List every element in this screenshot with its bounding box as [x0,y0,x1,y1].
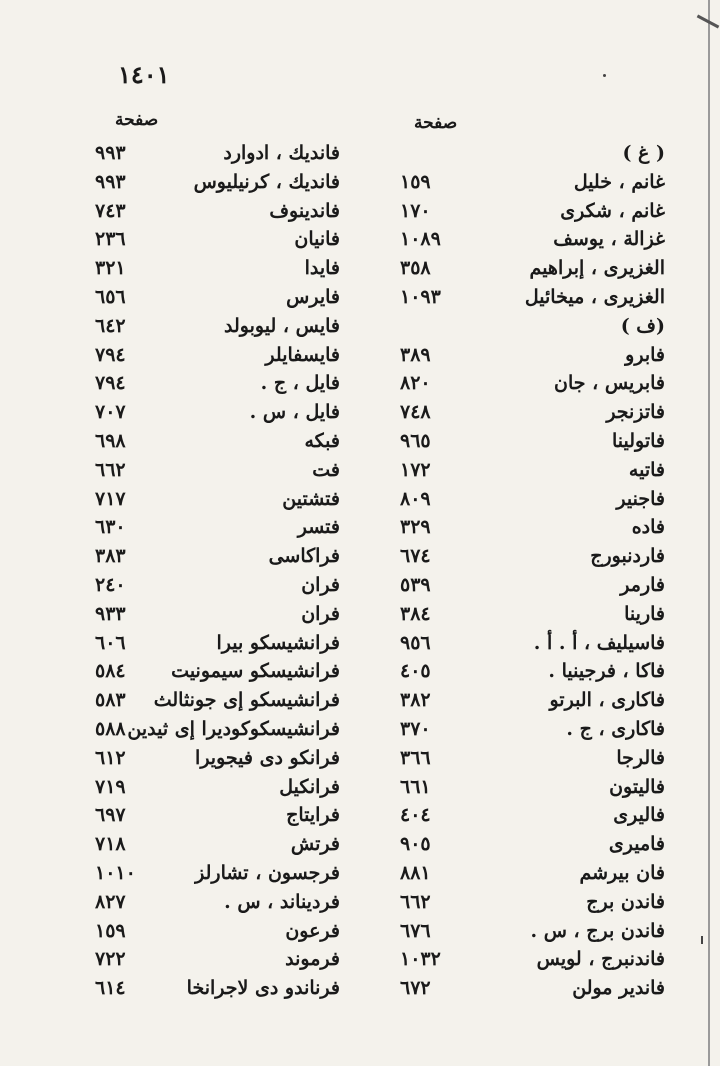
entry-page-number: ٥٨٣ [95,689,126,712]
entry-name: فرانكو دى فيجويرا [195,746,340,769]
entry-page-number: ٨٢٠ [400,372,431,395]
entry-page-number: ٧٩٤ [95,372,126,395]
index-entry [380,858,665,887]
entry-name: فاكا ، فرجينيا . [548,660,665,683]
index-entry [70,397,370,426]
entry-page-number: ١٥٩ [400,170,431,193]
index-entry [70,167,370,196]
entry-name: فايل ، س . [249,401,340,424]
index-entry [380,973,665,1002]
index-entry [70,772,370,801]
index-entry [380,743,665,772]
index-entry [70,138,370,167]
entry-page-number: ٦٧٤ [400,545,431,568]
index-entry [380,340,665,369]
entry-page-number: ٧٢٢ [95,948,126,971]
entry-name: فتسر [297,516,340,539]
index-entry [380,167,665,196]
index-entry [70,282,370,311]
entry-name: فارينا [624,602,665,625]
entry-page-number: ١٧٠ [400,199,431,222]
entry-name: فاندينوف [269,199,340,222]
entry-page-number: ٨٨١ [400,861,431,884]
entry-page-number: ٦٦١ [400,775,431,798]
entry-name: فاكارى ، ج . [566,717,665,740]
entry-page-number: ٦٠٦ [95,631,126,654]
section-letter: (ف ) [620,314,665,337]
entry-name: فانديك ، ادوارد [223,142,340,164]
entry-page-number: ٧٤٣ [95,199,126,222]
entry-name: فرانشيسكوكوديرا إى ثيدين [127,717,340,740]
index-entry [380,944,665,973]
entry-name: فايسفايلر [265,343,340,366]
entry-name: فرجسون ، تشارلز [195,861,340,884]
entry-page-number: ٧٤٨ [400,401,431,424]
ink-dot [603,74,606,77]
entry-name: فبكه [304,429,340,452]
index-entry [70,800,370,829]
index-entry [380,541,665,570]
entry-name: فاكارى ، البرتو [549,689,665,712]
entry-page-number: ٦٦٢ [400,890,431,913]
entry-name: فالرجا [616,746,665,769]
left-column-header: صفحة [115,110,159,130]
index-entry [380,368,665,397]
section-letter: ( غ ) [622,142,665,164]
index-entry [380,772,665,801]
entry-name: فاتيه [628,458,665,481]
entry-name: فران [301,602,340,625]
index-entry [380,800,665,829]
entry-name: فتشتين [282,487,340,510]
index-entry [70,512,370,541]
entry-page-number: ٣٨٩ [400,343,431,366]
entry-name: فاتزنجر [606,401,665,424]
index-entry [70,628,370,657]
index-entry [380,282,665,311]
entry-name: فاردنبورج [590,545,665,568]
entry-name: فرانكيل [279,775,340,798]
index-entry [380,829,665,858]
index-entry [380,512,665,541]
entry-page-number: ٨٠٩ [400,487,431,510]
entry-page-number: ١٠١٠ [95,861,136,884]
entry-name: فاجنير [616,487,665,510]
entry-name: فاميرى [608,833,665,856]
index-entry [70,858,370,887]
entry-name: فرانشيسكو بيرا [216,631,340,654]
entry-name: غزالة ، يوسف [553,228,665,251]
entry-page-number: ٣٨٤ [400,602,431,625]
entry-name: فاندنبرج ، لويس [536,948,665,971]
entry-page-number: ٧١٨ [95,833,126,856]
index-entry [70,656,370,685]
index-entry [70,599,370,628]
entry-page-number: ٣٥٨ [400,257,431,280]
index-entry [70,253,370,282]
entry-page-number: ٣٢٩ [400,516,431,539]
entry-page-number: ٥٣٩ [400,573,431,596]
index-entry [70,340,370,369]
index-entry [70,973,370,1002]
index-entry [380,484,665,513]
index-entry [380,714,665,743]
entry-page-number: ٦٤٢ [95,314,126,337]
entry-name: فردیناند ، س . [224,890,340,913]
entry-page-number: ٧٩٤ [95,343,126,366]
index-entry [70,368,370,397]
index-entry [380,397,665,426]
entry-page-number: ٤٠٤ [400,804,431,827]
entry-page-number: ٢٣٦ [95,228,126,251]
entry-name: فرانشيسكو سيمونيت [171,660,340,683]
entry-page-number: ٥٨٨ [95,717,126,740]
left-index-column [70,138,370,1002]
index-entry [70,743,370,772]
index-entry [70,887,370,916]
entry-page-number: ٢٤٠ [95,573,126,596]
entry-page-number: ٦٧٦ [400,919,431,942]
index-entry [380,224,665,253]
entry-name: فايدا [304,257,340,280]
entry-page-number: ٩٩٣ [95,142,126,164]
entry-page-number: ٧١٧ [95,487,126,510]
entry-name: فايرس [286,285,340,308]
index-entry [380,887,665,916]
index-entry [70,196,370,225]
entry-page-number: ٧٠٧ [95,401,126,424]
index-entry [380,455,665,484]
entry-name: فايس ، ليوبولد [224,314,340,337]
index-entry [380,570,665,599]
entry-page-number: ٦٣٠ [95,516,126,539]
index-entry [70,224,370,253]
entry-name: فانيان [294,228,340,251]
entry-name: الغزيرى ، إبراهيم [529,257,665,280]
entry-page-number: ٣٧٠ [400,717,431,740]
index-entry [380,196,665,225]
index-entry [380,656,665,685]
index-entry [70,570,370,599]
page-edge-line [708,0,710,1066]
index-entry [70,484,370,513]
right-index-column [380,138,665,1002]
index-entry [380,426,665,455]
entry-name: فرناندو دى لاجرانخا [186,977,340,1000]
index-entry [380,916,665,945]
entry-page-number: ٨٢٧ [95,890,126,913]
entry-page-number: ١٠٣٢ [400,948,441,971]
right-column-header: صفحة [414,113,458,133]
page-number: ١٤٠١ [118,60,170,89]
entry-page-number: ٩٣٣ [95,602,126,625]
entry-name: فانديك ، كرنيليوس [193,170,340,193]
entry-name: فابرو [625,343,665,366]
entry-page-number: ٦٩٨ [95,429,126,452]
section-heading [380,311,665,340]
index-entry [70,541,370,570]
entry-name: فاده [631,516,665,539]
entry-page-number: ٩٥٦ [400,631,431,654]
entry-name: فاندير مولن [572,977,665,1000]
index-entry [70,944,370,973]
entry-name: فارمر [620,573,665,596]
entry-page-number: ٩٠٥ [400,833,431,856]
entry-name: الغزيرى ، ميخائيل [524,285,665,308]
entry-name: فرموند [285,948,340,971]
index-entry [70,455,370,484]
entry-name: فاندن برج [586,890,665,913]
entry-page-number: ٩٩٣ [95,170,126,193]
entry-name: فابريس ، جان [553,372,665,395]
index-entry [380,253,665,282]
entry-page-number: ١٠٨٩ [400,228,441,251]
index-entry [70,426,370,455]
entry-name: فت [312,458,340,481]
index-entry [70,311,370,340]
entry-name: فراكاسى [268,545,340,568]
margin-tick [701,936,703,944]
entry-page-number: ٦٩٧ [95,804,126,827]
index-entry [70,916,370,945]
entry-name: فاليرى [613,804,665,827]
entry-page-number: ٥٨٤ [95,660,126,683]
entry-page-number: ٣٢١ [95,257,126,280]
entry-name: فان بيرشم [579,861,665,884]
index-entry [70,685,370,714]
entry-page-number: ٤٠٥ [400,660,431,683]
entry-name: فايل ، ج . [260,372,340,395]
entry-name: غانم ، شكرى [560,199,665,222]
entry-page-number: ١٥٩ [95,919,126,942]
entry-name: فاسيليف ، أ . أ . [533,631,665,654]
entry-page-number: ٧١٩ [95,775,126,798]
entry-name: غانم ، خليل [573,170,665,193]
index-entry [380,628,665,657]
entry-page-number: ٦١٢ [95,746,126,769]
entry-name: فران [301,573,340,596]
entry-page-number: ٦٥٦ [95,285,126,308]
index-entry [380,599,665,628]
entry-name: فاتولينا [611,429,665,452]
entry-name: فاندن برج ، س . [530,919,665,942]
entry-page-number: ٦١٤ [95,977,126,1000]
entry-page-number: ٣٨٣ [95,545,126,568]
section-heading [380,138,665,167]
entry-page-number: ١٧٢ [400,458,431,481]
entry-page-number: ٦٦٢ [95,458,126,481]
index-entry [380,685,665,714]
entry-page-number: ٩٦٥ [400,429,431,452]
index-entry [70,829,370,858]
entry-name: فرتش [290,833,340,856]
entry-name: فرانشيسكو إى جونثالث [153,689,340,712]
entry-page-number: ١٠٩٣ [400,285,441,308]
index-entry [70,714,370,743]
entry-page-number: ٦٧٢ [400,977,431,1000]
entry-name: فاليتون [609,775,665,798]
entry-name: فرعون [285,919,340,942]
entry-name: فرايتاج [286,804,340,827]
entry-page-number: ٣٨٢ [400,689,431,712]
entry-page-number: ٣٦٦ [400,746,431,769]
